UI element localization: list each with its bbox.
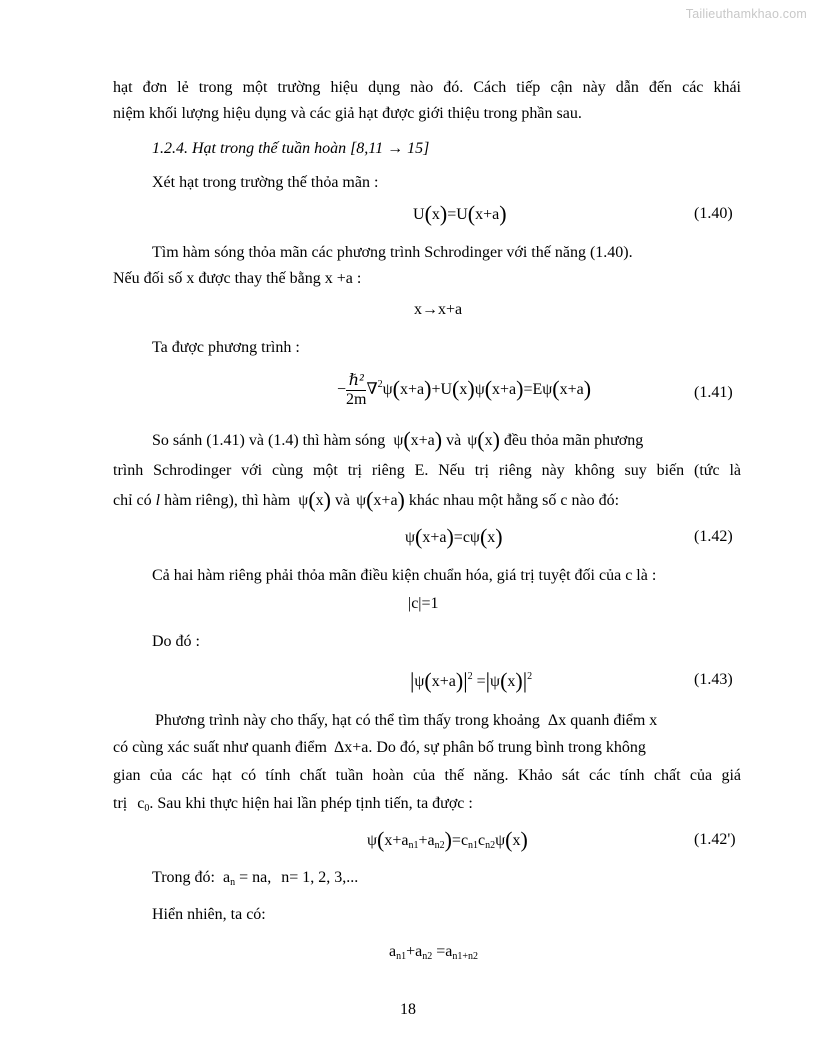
text-span: trị bbox=[113, 795, 128, 812]
text-span: đều thỏa mãn phương bbox=[503, 432, 644, 449]
paragraph-line: trình Schrodinger với cùng một trị riêng E. Nếu trị riêng này không suy biến (tức là bbox=[113, 462, 741, 479]
paragraph-line: Xét hạt trong trường thế thỏa mãn : bbox=[152, 174, 379, 191]
text-span: Δx+a bbox=[333, 739, 369, 756]
equation-number: (1.40) bbox=[694, 205, 733, 222]
hbar: ℏ² bbox=[348, 372, 364, 389]
text-span: Phương trình này cho thấy, hạt có thể tìm thấy trong khoảng bbox=[155, 712, 540, 729]
paragraph-line: Trong đó: $a_n$ = na, n= 1, 2, 3,... bbox=[152, 869, 359, 888]
paragraph-line: Do đó : bbox=[152, 633, 200, 650]
equation-abs-c: |c|=1 bbox=[408, 595, 439, 612]
equation-1-43: $|\psi(x+a)|^2 =|\psi(x)|^2$ bbox=[410, 668, 533, 693]
paragraph-line: Nếu đối số x được thay thế bằng x +a : bbox=[113, 270, 362, 287]
paragraph-line: Cả hai hàm riêng phải thỏa mãn điều kiện chuẩn hóa, giá trị tuyệt đối của c là : bbox=[152, 567, 657, 584]
paragraph-line: Ta được phương trình : bbox=[152, 339, 300, 356]
text-span: l bbox=[155, 492, 161, 509]
equation-1-42-prime: $\psi(x+a_{n1}+a_{n2})=c_{n1}c_{n2}\psi(x)$ bbox=[367, 827, 528, 852]
text-span: Δx quanh điểm x bbox=[547, 712, 658, 729]
equation-1-41: − $\frac{\text{ℏ²}}{2m}$ ∇$^2$ψ(x+a)+U(x)ψ(x+a)=Eψ(x+a) bbox=[337, 372, 592, 408]
paragraph-line bbox=[113, 738, 741, 758]
denominator: 2m bbox=[346, 391, 367, 408]
equation-sum: $a_{n1}+a_{n2} =a_{n1+n2}$ bbox=[389, 943, 478, 962]
text-span: So sánh (1.41) và (1.4) thì hàm sóng bbox=[152, 432, 386, 449]
equation-1-42: ψ(x+a)=cψ(x) bbox=[405, 524, 503, 549]
paragraph-line: Hiển nhiên, ta có: bbox=[152, 906, 266, 923]
watermark: Tailieuthamkhao.com bbox=[685, 7, 807, 21]
equation-1-40: U(x)=U(x+a) bbox=[413, 201, 507, 226]
equation-number: (1.42) bbox=[694, 528, 733, 545]
paragraph-line: hạt đơn lẻ trong một trường hiệu dụng nào đó. Cách tiếp cận này dẫn đến các khái bbox=[113, 79, 741, 96]
paragraph-line: So sánh (1.41) và (1.4) thì hàm sóng ψ(x+a) và ψ(x) đều thỏa mãn phương bbox=[152, 427, 644, 452]
text-span: n= 1, 2, 3,... bbox=[281, 869, 359, 886]
text-span: có cùng xác suất như quanh điểm bbox=[113, 739, 327, 756]
equation-number: (1.42') bbox=[694, 831, 736, 848]
paragraph-line: chỉ có l hàm riêng), thì hàm ψ(x) và ψ(x+a) khác nhau một hằng số c nào đó: bbox=[113, 487, 620, 512]
text-span: Trong đó: bbox=[152, 869, 215, 886]
page-number: 18 bbox=[400, 1001, 416, 1018]
text-span: hàm riêng), thì hàm bbox=[164, 492, 291, 509]
text-span: và bbox=[446, 432, 462, 449]
section-heading: 1.2.4. Hạt trong thế tuần hoàn [8,11 → 15] bbox=[152, 140, 430, 157]
paragraph-line: gian của các hạt có tính chất tuần hoàn của thế năng. Khảo sát các tính chất của giá bbox=[113, 767, 741, 784]
equation-substitution: x→x+a bbox=[414, 301, 463, 318]
text-span: . Sau khi thực hiện hai lần phép tịnh tiến, ta được : bbox=[149, 795, 473, 812]
equation-number: (1.41) bbox=[694, 384, 733, 401]
paragraph-line: niệm khối lượng hiệu dụng và các giả hạt được giới thiệu trong phần sau. bbox=[113, 105, 582, 122]
text-span: khác nhau một hằng số c nào đó: bbox=[408, 492, 620, 509]
equation-number: (1.43) bbox=[694, 671, 733, 688]
text-span: . Do đó, sự phân bố trung bình trong không bbox=[368, 739, 646, 756]
paragraph-line: trị $c_0$. Sau khi thực hiện hai lần phép tịnh tiến, ta được : bbox=[113, 795, 473, 814]
text-span: chỉ có bbox=[113, 492, 152, 509]
paragraph-line bbox=[155, 711, 741, 731]
text-span: và bbox=[334, 492, 351, 509]
paragraph-line: Tìm hàm sóng thỏa mãn các phương trình Schrodinger với thế năng (1.40). bbox=[152, 244, 633, 261]
